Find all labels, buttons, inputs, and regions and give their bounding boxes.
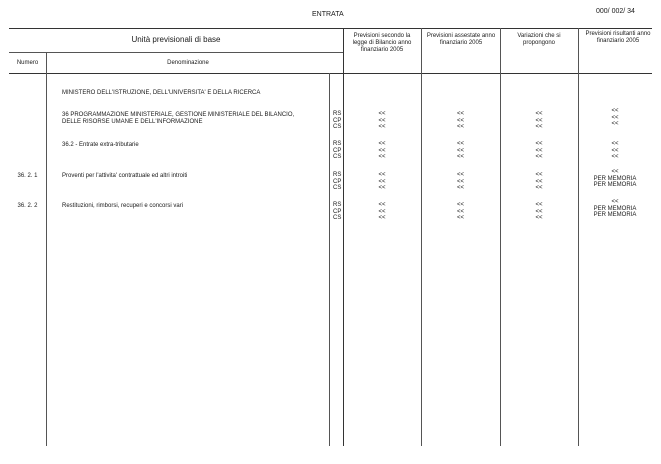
header-col4: Previsioni risultanti anno finanziario 2005 <box>585 31 651 44</box>
col-divider-codes <box>329 73 330 446</box>
header-col2: Previsioni assestate anno finanziario 2005 <box>426 33 496 46</box>
page-reference: 000/ 002/ 34 <box>596 8 635 15</box>
row-col1: << << << <box>378 111 386 130</box>
row-denominazione: 36 PROGRAMMAZIONE MINISTERIALE, GESTIONE MINISTERIALE DEL BILANCIO, DELLE RISORSE UMANE E DELL'INFORMAZIONE <box>62 112 295 125</box>
row-numero: 36. 2. 1 <box>17 173 38 179</box>
row-denominazione: Restituzioni, rimborsi, recuperi e concorsi vari <box>62 203 184 209</box>
col-divider-col1 <box>343 28 344 446</box>
row-denominazione: Proventi per l'attivita' contrattuale ed altri introiti <box>62 173 188 179</box>
row-col2: << << << <box>456 111 464 130</box>
page-title: ENTRATA <box>312 11 344 18</box>
header-bottom-border <box>9 73 652 74</box>
row-col3: << << << <box>535 141 543 160</box>
row-codes: RS CP CS <box>333 202 342 221</box>
row-col1: << << << <box>378 141 386 160</box>
col-divider-numero <box>46 52 47 446</box>
row-col3: << << << <box>535 111 543 130</box>
header-unita: Unità previsionali di base <box>131 35 221 44</box>
row-col2: << << << <box>456 172 464 191</box>
row-numero: 36. 2. 2 <box>17 203 38 209</box>
row-col1: << << << <box>378 172 386 191</box>
header-col3: Variazioni che si propongono <box>517 33 561 46</box>
row-codes: RS CP CS <box>333 172 342 191</box>
row-col4: << PER MEMORIA PER MEMORIA <box>593 169 637 188</box>
ministry-heading: MINISTERO DELL'ISTRUZIONE, DELL'UNIVERSITA' E DELLA RICERCA <box>62 90 261 96</box>
row-denominazione: 36.2 - Entrate extra-tributarie <box>62 142 139 148</box>
row-codes: RS CP CS <box>333 141 342 160</box>
row-col3: << << << <box>535 172 543 191</box>
header-denominazione: Denominazione <box>167 60 209 66</box>
row-col4: << PER MEMORIA PER MEMORIA <box>593 199 637 218</box>
header-col1: Previsioni secondo la legge di Bilancio anno finanziario 2005 <box>352 33 412 53</box>
row-col3: << << << <box>535 202 543 221</box>
row-col4: << << << <box>611 108 619 127</box>
header-numero: Numero <box>16 60 39 66</box>
row-col4: << << << <box>611 141 619 160</box>
col-divider-col2 <box>421 28 422 446</box>
col-divider-col4 <box>578 28 579 446</box>
row-col2: << << << <box>456 141 464 160</box>
col-divider-col3 <box>500 28 501 446</box>
row-codes: RS CP CS <box>333 111 342 130</box>
row-col1: << << << <box>378 202 386 221</box>
header-divider <box>9 52 343 53</box>
table-top-border <box>9 28 652 29</box>
row-col2: << << << <box>456 202 464 221</box>
